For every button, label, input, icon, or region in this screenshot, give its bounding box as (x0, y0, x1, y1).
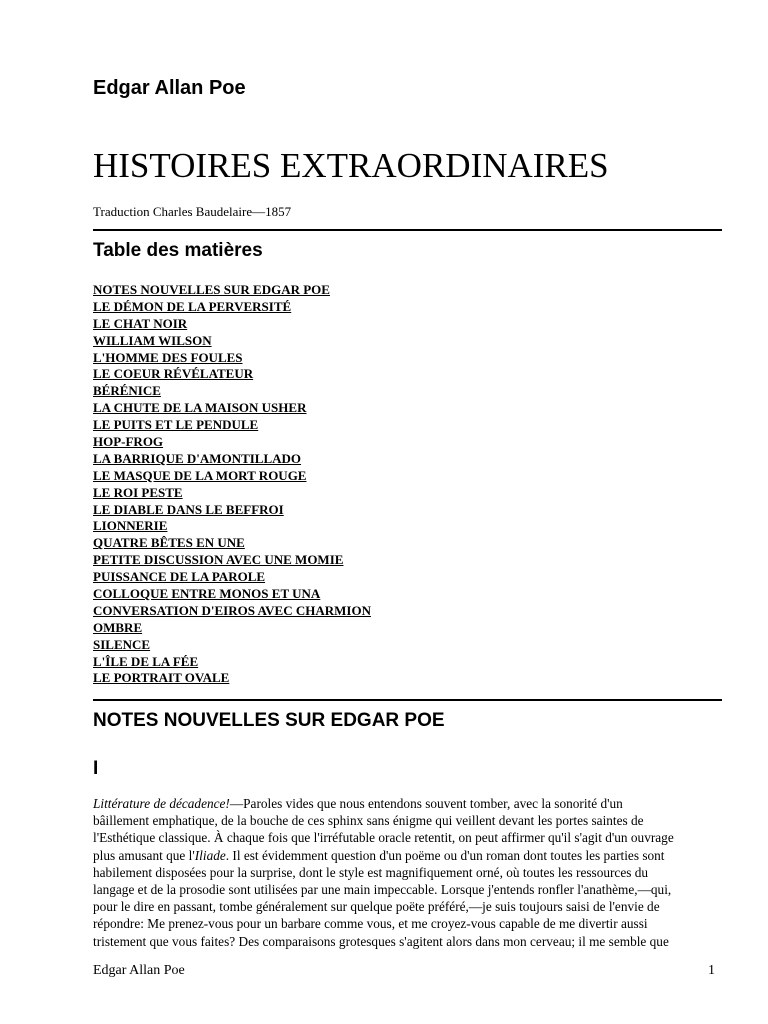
toc-link[interactable]: SILENCE (93, 636, 151, 652)
paragraph-line: l'Esthétique classique. À chaque fois que l'irréfutable oracle retentit, on peut affirmer qu'il s'agit d'un ouvrage (93, 830, 674, 846)
toc-item (93, 350, 371, 367)
document-title: HISTOIRES EXTRAORDINAIRES (93, 146, 609, 185)
chapter-number: I (93, 758, 99, 779)
paragraph-line: langage et de la prosodie sont utilisées par une main impeccable. Lorsque j'entends ronfler l'anathème,—qui, (93, 882, 672, 898)
toc-item (93, 451, 371, 468)
toc-item (93, 282, 371, 299)
toc-item (93, 654, 371, 671)
paragraph-line: bâillement emphatique, de la bouche de ces sphinx sans énigme qui veillent devant les portes saintes de (93, 813, 644, 829)
toc-item (93, 569, 371, 586)
toc-link[interactable]: L'ÎLE DE LA FÉE (93, 653, 199, 669)
toc-item (93, 637, 371, 654)
document-author: Edgar Allan Poe (93, 77, 246, 99)
toc-item (93, 603, 371, 620)
toc-link[interactable]: WILLIAM WILSON (93, 332, 212, 348)
paragraph-line: répondre: Me prenez-vous pour un barbare comme vous, et me croyez-vous capable de me divertir aussi (93, 916, 648, 932)
toc-link[interactable]: NOTES NOUVELLES SUR EDGAR POE (93, 282, 330, 297)
italic-phrase: Iliade (194, 847, 226, 863)
toc-item (93, 383, 371, 400)
toc-item (93, 316, 371, 333)
toc-link[interactable]: LE MASQUE DE LA MORT ROUGE (93, 467, 307, 483)
toc-item (93, 400, 371, 417)
toc-item (93, 333, 371, 350)
toc-link[interactable]: PUISSANCE DE LA PAROLE (93, 569, 266, 585)
toc-link[interactable]: LE DÉMON DE LA PERVERSITÉ (93, 298, 292, 314)
toc-item (93, 518, 371, 535)
toc-item (93, 434, 371, 451)
toc-item (93, 299, 371, 316)
italic-phrase: Littérature de décadence! (93, 796, 230, 811)
section-heading: NOTES NOUVELLES SUR EDGAR POE (93, 710, 445, 731)
paragraph-line: Littérature de décadence!—Paroles vides que nous entendons souvent tomber, avec la sonorité d'un (93, 796, 623, 811)
toc-item (93, 535, 371, 552)
toc-link[interactable]: LE PUITS ET LE PENDULE (93, 417, 259, 433)
toc-item (93, 502, 371, 519)
toc-item (93, 670, 371, 687)
body-paragraph (93, 795, 722, 950)
toc-link[interactable]: LA CHUTE DE LA MAISON USHER (93, 400, 307, 416)
toc-item (93, 485, 371, 502)
toc-item (93, 552, 371, 569)
horizontal-divider (93, 229, 722, 231)
toc-item (93, 468, 371, 485)
toc-link[interactable]: COLLOQUE ENTRE MONOS ET UNA (93, 586, 321, 602)
paragraph-line: habilement disposées pour la surprise, dont le style est magnifiquement orné, où toutes les ressources du (93, 864, 649, 880)
toc-link[interactable]: BÉRÉNICE (93, 383, 161, 399)
toc-link[interactable]: HOP-FROG (93, 434, 164, 450)
paragraph-line: plus amusant que l'Iliade. Il est évidemment question d'un poëme ou d'un roman dont toutes les parties sont (93, 847, 665, 863)
toc-link[interactable]: LA BARRIQUE D'AMONTILLADO (93, 450, 302, 466)
paragraph-line: pour le dire en passant, tombe généralement sur quelque poëte préféré,—je suis toujours saisi de l'envie de (93, 899, 660, 915)
toc-link[interactable]: LIONNERIE (93, 518, 168, 534)
translation-credit: Traduction Charles Baudelaire—1857 (93, 204, 292, 219)
toc-link[interactable]: OMBRE (93, 619, 143, 635)
table-of-contents (93, 282, 371, 687)
toc-link[interactable]: LE PORTRAIT OVALE (93, 670, 230, 686)
toc-item (93, 620, 371, 637)
page-number: 1 (708, 963, 715, 978)
toc-item (93, 417, 371, 434)
toc-item (93, 586, 371, 603)
horizontal-divider (93, 699, 722, 701)
toc-item (93, 366, 371, 383)
toc-link[interactable]: LE DIABLE DANS LE BEFFROI (93, 501, 284, 517)
toc-heading: Table des matières (93, 240, 263, 261)
toc-link[interactable]: LE CHAT NOIR (93, 315, 188, 331)
toc-link[interactable]: LE ROI PESTE (93, 484, 183, 500)
toc-link[interactable]: CONVERSATION D'EIROS AVEC CHARMION (93, 602, 371, 618)
toc-link[interactable]: LE COEUR RÉVÉLATEUR (93, 366, 254, 382)
toc-link[interactable]: PETITE DISCUSSION AVEC UNE MOMIE (93, 552, 344, 568)
paragraph-line: tristement que vous faites? Des comparaisons grotesques s'agitent alors dans mon cerveau; il me semble que (93, 933, 669, 949)
toc-link[interactable]: QUATRE BÊTES EN UNE (93, 535, 245, 551)
document-page (93, 0, 722, 1024)
footer-author: Edgar Allan Poe (93, 963, 185, 978)
toc-link[interactable]: L'HOMME DES FOULES (93, 349, 243, 365)
